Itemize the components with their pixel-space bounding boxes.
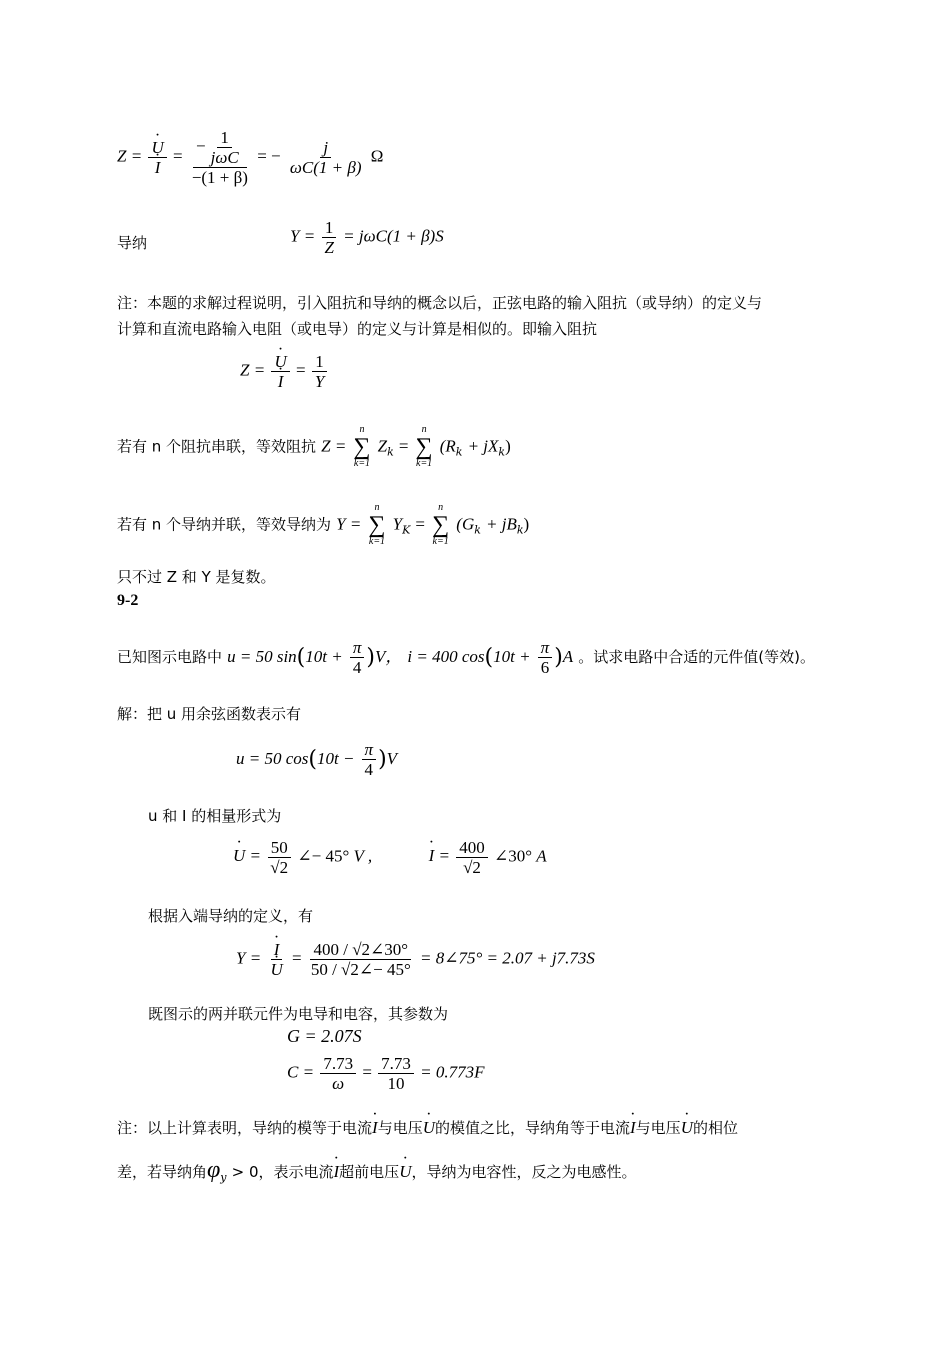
solution-line1: 解：把 u 用余弦函数表示有: [117, 705, 302, 723]
admittance-calc: Y = · I · U = $\frac{400 / √2\angle 30^\circ}{50 / √2\angle- 45^\circ}$ = 8∠75° = 2.07 + j7.73S: [236, 940, 595, 979]
phasor-equations: · U = $\frac{50}{√2}$ ∠− 45° V , · I = $\frac{400}{√2}$ ∠30° A: [233, 838, 547, 877]
series-line: 若有 n 个阻抗串联，等效阻抗 Z = n ∑ k=1 $Z_k$ = n ∑ k=1 $(R_k + jX_k)$: [117, 424, 511, 469]
admittance-equation: Y = $\frac{1}{Z}$ = jωC(1 + β)S: [290, 218, 444, 257]
complex-note: 只不过 Z 和 Y 是复数。: [117, 568, 276, 586]
admittance-label: 导纳: [117, 234, 148, 252]
problem-statement: 已知图示电路中 u = 50 sin(10t + $\frac{\pi}{4}$ )V， i = 400 cos(10t + $\frac{\pi}{6}$ )A 。试求电路中合适的元件值(等效)。: [117, 638, 815, 677]
note1-line1: 注：本题的求解过程说明，引入阻抗和导纳的概念以后，正弦电路的输入阻抗（或导纳）的定义与: [117, 294, 763, 312]
note2-line2: 差，若导纳角$\varphi_y > 0$，表示电流· I超前电压· U，导纳为电容性，反之为电感性。: [117, 1157, 636, 1184]
phasor-intro: u 和 I 的相量形式为: [148, 807, 282, 825]
problem-number: 9-2: [117, 592, 139, 609]
parallel-line: 若有 n 个导纳并联，等效导纳为 Y = n ∑ k=1 $Y_K$ = n ∑ k=1 $(G_k + jB_k)$: [117, 502, 530, 547]
g-equation: G = 2.07S: [287, 1026, 362, 1046]
impedance-equation: Z = · U · I = − $\frac{1}{\text{jωC}}$ −(1 + β) = − $\frac{j}{\omega C(1 + \beta)}$ Ω: [117, 128, 383, 187]
c-equation: C = $\frac{7.73}{\omega}$ = $\frac{7.73}{10}$ = 0.773F: [287, 1054, 485, 1093]
admit-def: 根据入端导纳的定义，有: [148, 907, 314, 925]
u-cos-equation: u = 50 cos(10t − $\frac{\pi}{4}$ )V: [236, 740, 398, 779]
note1-line2: 计算和直流电路输入电阻（或电导）的定义与计算是相似的。即输入阻抗: [117, 320, 598, 338]
note2-line1: 注：以上计算表明，导纳的模等于电流· I与电压· U的模值之比，导纳角等于电流· I与电压· U的相位: [117, 1117, 738, 1138]
zy-equation: Z = · U · I = $\frac{1}{Y}$: [240, 352, 329, 391]
element-intro: 既图示的两并联元件为电导和电容，其参数为: [148, 1005, 449, 1023]
